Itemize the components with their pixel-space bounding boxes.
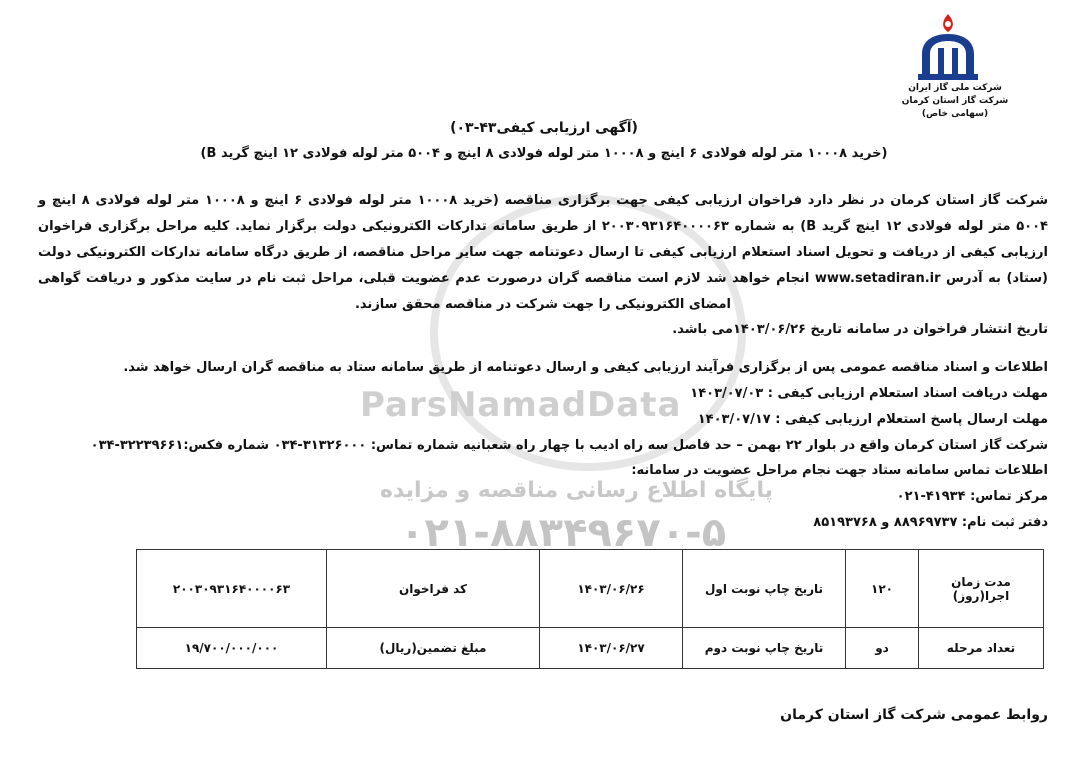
table-row <box>137 550 1044 628</box>
contact-title-line: اطلاعات تماس سامانه ستاد جهت نجام مراحل عضویت در سامانه: <box>631 463 1048 478</box>
nigc-flame-logo-icon <box>908 10 988 90</box>
registry-office-line: دفتر ثبت نام: ۸۸۹۶۹۷۳۷ و ۸۵۱۹۳۷۶۸ <box>813 515 1048 530</box>
table-cell: ۱۴۰۳/۰۶/۲۷ <box>540 628 683 669</box>
contact-center-line: مرکز تماس: ۴۱۹۳۴-۰۲۱ <box>896 489 1048 504</box>
org-line-2: شرکت گاز استان کرمان <box>901 96 1009 106</box>
table-cell: مبلغ تضمین(ریال) <box>327 628 540 669</box>
table-cell: ۱۴۰۳/۰۶/۲۶ <box>540 550 683 628</box>
notice-title: (آگهی ارزیابی کیفی۴۳-۰۳) <box>450 120 638 136</box>
table-cell: کد فراخوان <box>327 550 540 628</box>
table-cell: تاریخ چاپ نوبت اول <box>683 550 846 628</box>
table-cell: تعداد مرحله <box>919 628 1044 669</box>
notice-subtitle: (خرید ۱۰۰۰۸ متر لوله فولادی ۶ اینچ و ۱۰۰۰۸ متر لوله فولادی ۸ اینچ و ۵۰۰۴ متر لوله فولادی ۱۲ اینچ گرید B) <box>200 146 888 161</box>
notice-paragraph: شرکت گاز استان کرمان در نظر دارد فراخوان ارزیابی کیفی جهت برگزاری مناقصه (خرید ۱۰۰۰۸ متر لوله فولادی ۶ اینچ و ۱۰۰۰۸ متر لوله فولادی ۸ اینچ و ۵۰۰۴ متر لوله فولادی ۱۲ اینچ گرید B) به شماره ۲۰۰۳۰۹۳۱۶۴۰۰۰۰۶۳ از طریق سامانه تدارکات الکترونیکی دولت برگزار نماید. کلیه مراحل برگزاری فراخوان ارزیابی کیفی از دریافت و تحویل اسناد استعلام ارزیابی کیفی تا ارسال دعوتنامه جهت سایر مراحل مناقصه، از طریق درگاه سامانه تدارکات الکترونیکی دولت (ستاد) به آدرس www.setadiran.ir انجام خواهد شد لازم است مناقصه گران درصورت عدم عضویت قبلی، مراحل ثبت نام در سایت مذکور و دریافت گواهی امضای الکترونیکی را جهت شرکت در مناقصه محقق سازند. <box>38 193 1049 312</box>
table-cell: تاریخ چاپ نوبت دوم <box>683 628 846 669</box>
address-line: شرکت گاز استان کرمان واقع در بلوار ۲۲ بهمن – حد فاصل سه راه ادیب با چهار راه شعبانیه شماره تماس: ۳۱۳۲۶۰۰۰-۰۳۴ شماره فکس:۳۲۲۳۹۶۶۱-۰۳۴ <box>90 438 1048 453</box>
table-cell: مدت زمان اجرا(روز) <box>919 550 1044 628</box>
submit-deadline-line: مهلت ارسال پاسخ استعلام ارزیابی کیفی : ۱۴۰۳/۰۷/۱۷ <box>697 412 1048 427</box>
table-cell: ۲۰۰۳۰۹۳۱۶۴۰۰۰۰۶۳ <box>137 550 327 628</box>
publish-date-line: تاریخ انتشار فراخوان در سامانه تاریخ ۱۴۰۳/۰۶/۲۶می باشد. <box>672 322 1048 337</box>
public-relations-signature: روابط عمومی شرکت گاز استان کرمان <box>780 707 1048 723</box>
watermark-brand: ParsNamadData <box>360 385 682 425</box>
org-line-3: (سهامی خاص) <box>921 109 989 119</box>
receive-deadline-line: مهلت دریافت اسناد استعلام ارزیابی کیفی : ۱۴۰۳/۰۷/۰۳ <box>690 386 1048 401</box>
table-cell: ۱۹/۷۰۰/۰۰۰/۰۰۰ <box>137 628 327 669</box>
watermark-slogan: پایگاه اطلاع رسانی مناقصه و مزایده <box>380 478 773 503</box>
table-row <box>137 628 1044 669</box>
table-cell: ۱۲۰ <box>846 550 919 628</box>
org-line-1: شرکت ملی گاز ایران <box>908 83 1002 93</box>
watermark-phone: ۰۲۱-۸۸۳۴۹۶۷۰-۵ <box>400 510 727 556</box>
organization-name <box>880 82 1030 121</box>
table-cell: دو <box>846 628 919 669</box>
documents-info-line: اطلاعات و اسناد مناقصه عمومی پس از برگزاری فرآیند ارزیابی کیفی و ارسال دعوتنامه از طریق سامانه ستاد به مناقصه گران ارسال خواهد شد. <box>123 360 1048 375</box>
tender-info-table <box>136 549 1044 669</box>
